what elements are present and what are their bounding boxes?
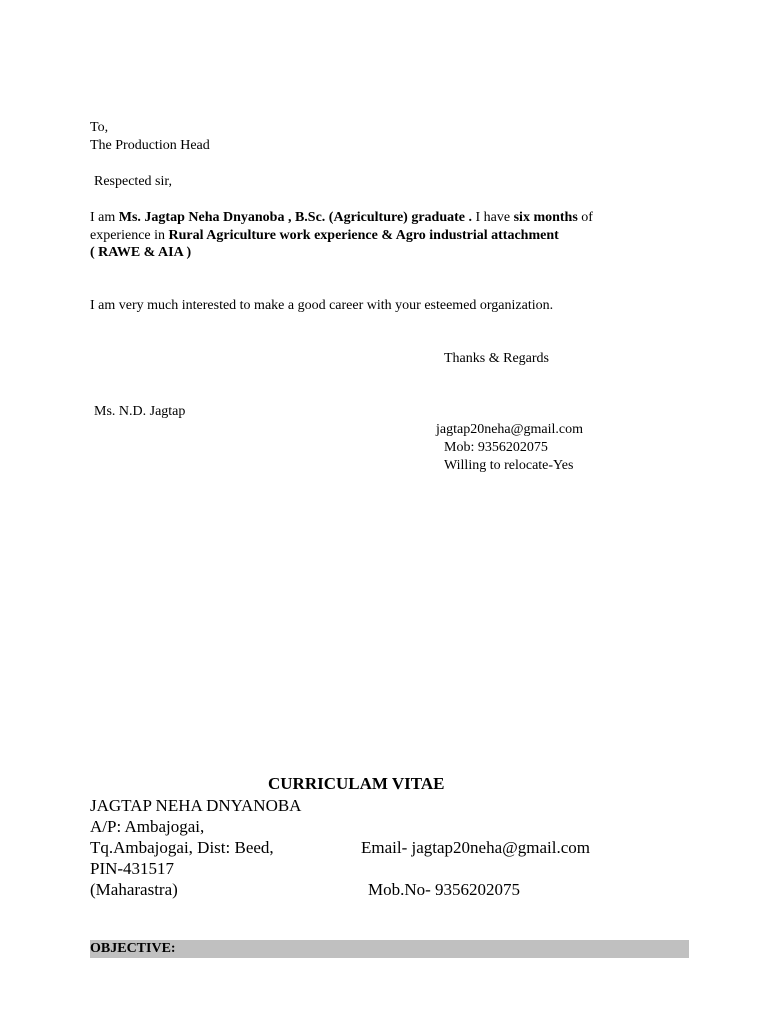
letter-to: To, <box>90 120 109 135</box>
letter-relocate: Willing to relocate-Yes <box>444 458 574 473</box>
intro-months: six months <box>513 210 578 225</box>
objective-heading: OBJECTIVE: <box>90 941 176 956</box>
letter-signature-name: Ms. N.D. Jagtap <box>94 404 186 419</box>
letter-email: jagtap20neha@gmail.com <box>436 422 584 437</box>
cv-address-line2: Tq.Ambajogai, Dist: Beed, <box>90 838 274 857</box>
cv-title: CURRICULAM VITAE <box>268 774 445 793</box>
letter-salutation: Respected sir, <box>94 174 172 189</box>
letter-closing: Thanks & Regards <box>444 351 549 366</box>
letter-mobile: Mob: 9356202075 <box>444 440 548 455</box>
letter-intro-line2 <box>90 227 559 245</box>
cv-pin: PIN-431517 <box>90 859 175 878</box>
intro-text-2: I have <box>472 210 514 225</box>
letter-interest: I am very much interested to make a good career with your esteemed organization. <box>90 298 554 313</box>
cv-mobile: Mob.No- 9356202075 <box>368 880 521 899</box>
intro-name: Ms. Jagtap Neha Dnyanoba , B.Sc. (Agriculture) graduate . <box>118 210 473 225</box>
letter-intro-line3 <box>90 244 191 262</box>
cv-name: JAGTAP NEHA DNYANOBA <box>90 796 302 815</box>
intro-text-3: of <box>577 210 593 225</box>
intro-text-1: I am <box>90 210 119 225</box>
cv-email: Email- jagtap20neha@gmail.com <box>361 838 591 857</box>
letter-intro-line1 <box>90 209 593 227</box>
letter-recipient: The Production Head <box>90 138 210 153</box>
cv-address-line1: A/P: Ambajogai, <box>90 817 205 836</box>
objective-heading-bar <box>90 940 689 958</box>
intro-rawe: ( RAWE & AIA ) <box>90 245 192 260</box>
cv-state: (Maharastra) <box>90 880 178 899</box>
intro-experience: Rural Agriculture work experience & Agro industrial attachment <box>168 228 559 243</box>
intro-text-4: experience in <box>90 228 169 243</box>
